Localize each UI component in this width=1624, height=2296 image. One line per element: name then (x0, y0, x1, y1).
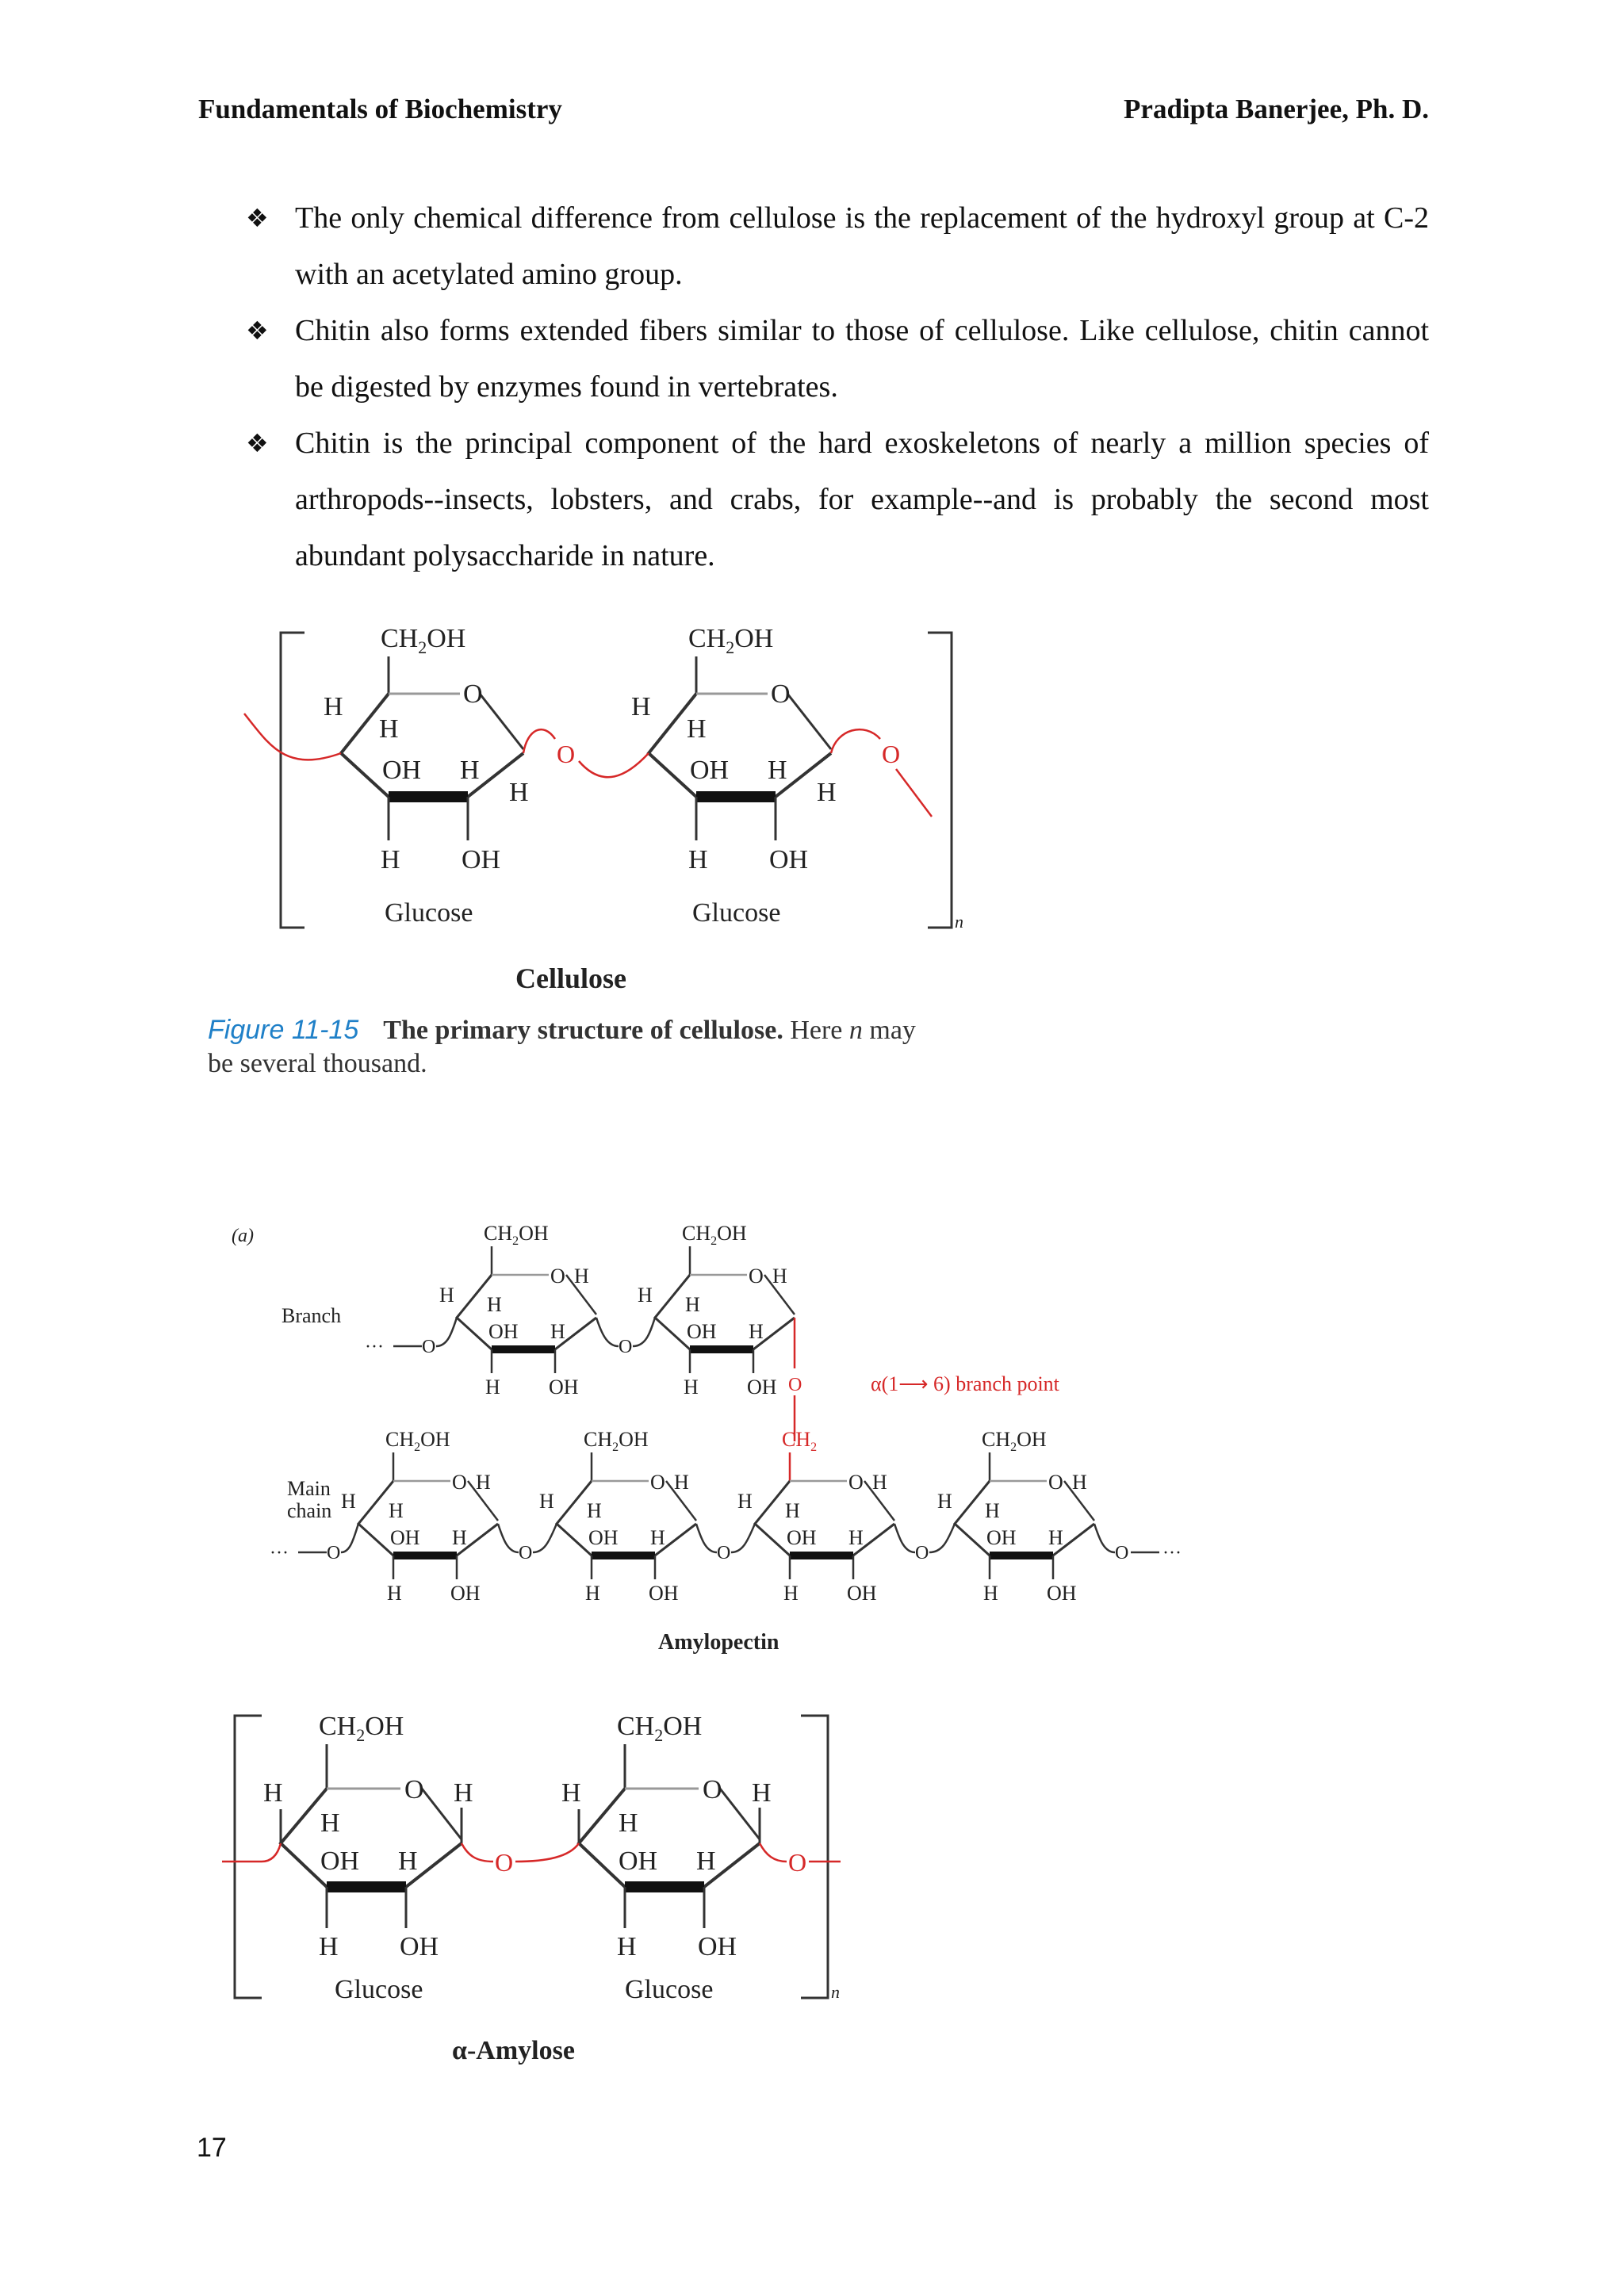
atom-oh: OH (450, 1582, 481, 1605)
atom-oh: OH (787, 1526, 817, 1549)
atom-oh: OH (549, 1376, 579, 1399)
ch2oh-label: $CH_2OH$ (381, 624, 466, 657)
glycosidic-oxygen: O (327, 1543, 341, 1563)
atom-h: H (684, 1376, 699, 1399)
atom-oh: OH (698, 1932, 737, 1961)
atom-h: H (379, 714, 399, 744)
running-header-author: Pradipta Banerjee, Ph. D. (1124, 94, 1429, 124)
atom-h: H (688, 845, 708, 874)
atom-h: H (387, 1582, 402, 1605)
atom-h: H (785, 1499, 800, 1522)
glycosidic-oxygen: O (495, 1848, 514, 1877)
atom-h: H (768, 756, 787, 785)
atom-h: H (685, 1293, 700, 1316)
bullet-item (246, 415, 1429, 584)
atom-h: H (485, 1376, 500, 1399)
atom-oh: OH (747, 1376, 777, 1399)
running-header-title: Fundamentals of Biochemistry (198, 94, 562, 124)
repeat-n-label: n (955, 912, 963, 932)
atom-h: H (381, 845, 400, 874)
atom-h: H (848, 1526, 864, 1549)
atom-h: H (319, 1932, 339, 1961)
atom-h: H (439, 1284, 454, 1307)
residue-label: Glucose (335, 1975, 423, 2004)
ring-oxygen: O (463, 679, 483, 709)
page-number: 17 (197, 2133, 227, 2163)
atom-oh: OH (619, 1846, 658, 1876)
figure-caption (208, 1013, 1001, 1081)
main-chain-label: chain (287, 1499, 332, 1522)
glycosidic-oxygen: O (717, 1543, 731, 1563)
bullet-marker-icon: ❖ (246, 428, 269, 458)
atom-oh: OH (769, 845, 809, 874)
atom-h: H (585, 1582, 600, 1605)
atom-h: H (872, 1471, 887, 1494)
bullet-text: Chitin also forms extended fibers similar to those of cellulose. Like cellulose, chitin cannot be digested by enzymes found in vertebrates. (295, 314, 1429, 404)
branch-oxygen: O (788, 1375, 802, 1395)
ring-oxygen: O (749, 1265, 764, 1288)
atom-h: H (509, 778, 529, 807)
chain-continuation: ··· (365, 1337, 384, 1357)
atom-h: H (324, 692, 343, 721)
figure-number: Figure 11-15 (208, 1015, 359, 1045)
glycosidic-bond (498, 1524, 519, 1552)
atom-oh: OH (1047, 1582, 1077, 1605)
glycosidic-oxygen: O (619, 1337, 633, 1357)
ch2oh-label: $CH_2OH$ (617, 1712, 703, 1745)
glycosidic-bond (1094, 1524, 1115, 1552)
ch2oh-label: $CH_2OH$ (688, 624, 774, 657)
atom-h: H (561, 1778, 581, 1808)
glycosidic-oxygen: O (519, 1543, 533, 1563)
ring-oxygen: O (650, 1471, 665, 1494)
atom-oh: OH (986, 1526, 1017, 1549)
atom-h: H (476, 1471, 491, 1494)
ch2oh-label: $CH_2OH$ (584, 1428, 649, 1454)
atom-h: H (772, 1265, 787, 1288)
atom-h: H (749, 1320, 764, 1343)
glycosidic-oxygen: O (788, 1848, 807, 1877)
glycosidic-bond (341, 1524, 358, 1552)
atom-h: H (487, 1293, 502, 1316)
amylopectin-structure (222, 1213, 1237, 1673)
atom-h: H (937, 1490, 952, 1513)
chain-continuation: ··· (1162, 1543, 1182, 1563)
atom-h: H (619, 1808, 638, 1838)
atom-h: H (389, 1499, 404, 1522)
atom-h: H (737, 1490, 753, 1513)
glycosidic-bond (633, 1318, 655, 1346)
atom-h: H (574, 1265, 589, 1288)
bullet-text: Chitin is the principal component of the hard exoskeletons of nearly a million species of arthropods--insects, lobsters, and crabs, for example--and is probably the second most abundant polysaccharide in nature. (295, 427, 1429, 572)
branch-label: Branch (282, 1304, 342, 1327)
atom-oh: OH (390, 1526, 420, 1549)
ring-oxygen: O (550, 1265, 565, 1288)
atom-h: H (452, 1526, 467, 1549)
residue-label: Glucose (625, 1975, 714, 2004)
atom-h: H (587, 1499, 602, 1522)
ch2oh-label: $CH_2OH$ (982, 1428, 1047, 1454)
atom-h: H (983, 1582, 998, 1605)
atom-oh: OH (588, 1526, 619, 1549)
glycosidic-bond (731, 1524, 755, 1552)
atom-oh: OH (847, 1582, 877, 1605)
ch2oh-label: $CH_2OH$ (385, 1428, 450, 1454)
atom-h: H (687, 714, 707, 744)
bullet-item (246, 303, 1429, 415)
ring-oxygen: O (771, 679, 791, 709)
atom-h: H (263, 1778, 283, 1808)
branch-point-label: α(1⟶ 6) branch point (871, 1372, 1059, 1395)
atom-h: H (341, 1490, 356, 1513)
figure-caption-title: The primary structure of cellulose. (383, 1016, 783, 1045)
bullet-list (246, 190, 1429, 584)
figure-caption-n: n (848, 1016, 863, 1045)
figure-caption-line2: be several thousand. (208, 1049, 427, 1078)
atom-oh: OH (687, 1320, 717, 1343)
ch2oh-label: $CH_2OH$ (319, 1712, 404, 1745)
residue-label: Glucose (385, 898, 473, 928)
atom-h: H (460, 756, 480, 785)
bullet-marker-icon: ❖ (246, 316, 269, 346)
cellulose-name: Cellulose (515, 962, 626, 994)
figure-caption-text: may (869, 1016, 916, 1045)
atom-h: H (638, 1284, 653, 1307)
bullet-text: The only chemical difference from cellulose is the replacement of the hydroxyl group at C-2 with an acetylated amino group. (295, 201, 1429, 291)
residue-label: Glucose (692, 898, 781, 928)
ring-oxygen: O (1048, 1471, 1063, 1494)
glycosidic-oxygen: O (1115, 1543, 1129, 1563)
glycosidic-bond (436, 1318, 457, 1346)
ring-oxygen: O (404, 1775, 424, 1804)
ring-oxygen: O (848, 1471, 864, 1494)
ring-oxygen: O (452, 1471, 467, 1494)
atom-h: H (1048, 1526, 1063, 1549)
amylose-name: α-Amylose (452, 2036, 575, 2065)
panel-label: (a) (232, 1226, 254, 1246)
atom-oh: OH (382, 756, 422, 785)
main-chain-label: Main (287, 1477, 331, 1500)
bullet-marker-icon: ❖ (246, 203, 269, 233)
atom-h: H (674, 1471, 689, 1494)
atom-oh: OH (400, 1932, 439, 1961)
atom-oh: OH (320, 1846, 360, 1876)
atom-oh: OH (649, 1582, 679, 1605)
ch2-label: $CH_2$ (782, 1428, 818, 1454)
glycosidic-oxygen: O (557, 740, 576, 768)
chain-continuation: ··· (270, 1543, 289, 1563)
bullet-item (246, 190, 1429, 303)
atom-h: H (398, 1846, 418, 1876)
atom-h: H (320, 1808, 340, 1838)
glycosidic-bond (929, 1524, 955, 1552)
glycosidic-bond (596, 1318, 619, 1346)
atom-h: H (696, 1846, 716, 1876)
atom-h: H (650, 1526, 665, 1549)
repeat-n-label: n (831, 1982, 840, 2002)
atom-h: H (539, 1490, 554, 1513)
glycosidic-oxygen: O (915, 1543, 929, 1563)
ch2oh-label: $CH_2OH$ (682, 1222, 747, 1248)
amylopectin-name: Amylopectin (658, 1630, 779, 1655)
atom-oh: OH (488, 1320, 519, 1343)
glycosidic-bond (696, 1524, 717, 1552)
atom-oh: OH (690, 756, 730, 785)
atom-h: H (1072, 1471, 1087, 1494)
ch2oh-label: $CH_2OH$ (484, 1222, 549, 1248)
atom-h: H (454, 1778, 473, 1808)
glycosidic-bond (894, 1524, 915, 1552)
atom-h: H (783, 1582, 799, 1605)
glycosidic-oxygen: O (882, 740, 901, 768)
glycosidic-oxygen: O (422, 1337, 436, 1357)
amylose-structure (214, 1705, 864, 2077)
atom-h: H (752, 1778, 772, 1808)
figure-caption-text: Here (790, 1016, 843, 1045)
atom-h: H (817, 778, 837, 807)
ring-oxygen: O (703, 1775, 722, 1804)
atom-h: H (985, 1499, 1000, 1522)
atom-h: H (550, 1320, 565, 1343)
atom-oh: OH (462, 845, 501, 874)
atom-h: H (631, 692, 651, 721)
atom-h: H (617, 1932, 637, 1961)
glycosidic-bond (533, 1524, 557, 1552)
